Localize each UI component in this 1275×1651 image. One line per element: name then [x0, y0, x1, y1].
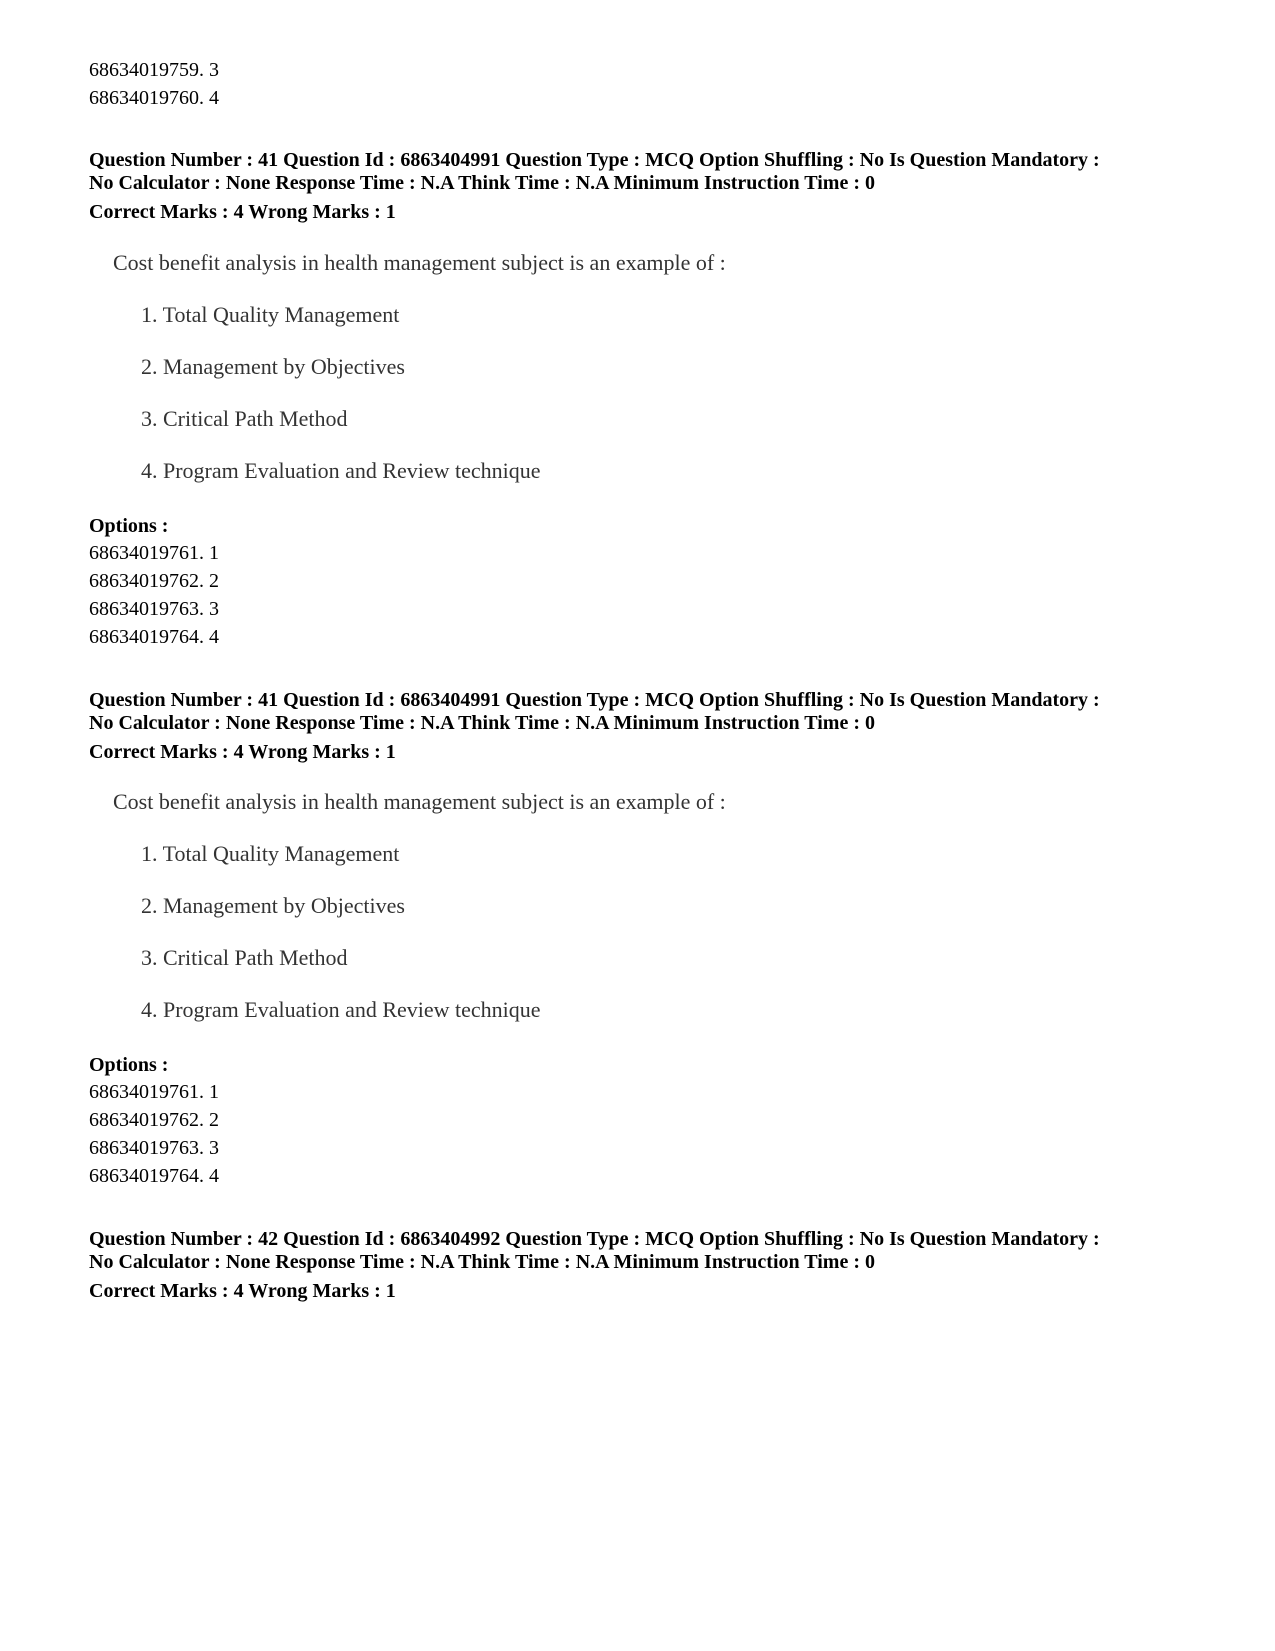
option-line: 68634019761. 1	[89, 542, 219, 564]
option-line: 68634019763. 3	[89, 1137, 219, 1159]
question-stem: Cost benefit analysis in health management subject is an example of :	[113, 789, 726, 814]
question-choice: 2. Management by Objectives	[141, 893, 405, 918]
question-meta-line: Question Number : 41 Question Id : 6863404991 Question Type : MCQ Option Shuffling : No Is Question Mandatory :	[89, 689, 1100, 711]
question-meta-line: Question Number : 42 Question Id : 6863404992 Question Type : MCQ Option Shuffling : No Is Question Mandatory :	[89, 1228, 1100, 1250]
option-line: 68634019760. 4	[89, 87, 219, 109]
options-label: Options :	[89, 1054, 169, 1076]
question-choice: 2. Management by Objectives	[141, 354, 405, 379]
question-meta	[89, 689, 1209, 735]
option-line: 68634019761. 1	[89, 1081, 219, 1103]
question-choice: 4. Program Evaluation and Review technique	[141, 997, 541, 1022]
options-label: Options :	[89, 515, 169, 537]
option-line: 68634019759. 3	[89, 59, 219, 81]
question-choice: 4. Program Evaluation and Review technique	[141, 458, 541, 483]
option-line: 68634019764. 4	[89, 626, 219, 648]
question-meta	[89, 1228, 1209, 1274]
question-choice: 1. Total Quality Management	[141, 841, 400, 866]
option-line: 68634019763. 3	[89, 598, 219, 620]
question-marks: Correct Marks : 4 Wrong Marks : 1	[89, 741, 396, 763]
question-meta-line: No Calculator : None Response Time : N.A Think Time : N.A Minimum Instruction Time : 0	[89, 172, 875, 194]
option-line: 68634019762. 2	[89, 570, 219, 592]
question-choice: 3. Critical Path Method	[141, 406, 348, 431]
question-meta-line: Question Number : 41 Question Id : 6863404991 Question Type : MCQ Option Shuffling : No Is Question Mandatory :	[89, 149, 1100, 171]
question-meta-line: No Calculator : None Response Time : N.A Think Time : N.A Minimum Instruction Time : 0	[89, 1251, 875, 1273]
option-line: 68634019762. 2	[89, 1109, 219, 1131]
question-choice: 3. Critical Path Method	[141, 945, 348, 970]
question-choice: 1. Total Quality Management	[141, 302, 400, 327]
question-meta	[89, 149, 1209, 195]
option-line: 68634019764. 4	[89, 1165, 219, 1187]
question-meta-line: No Calculator : None Response Time : N.A Think Time : N.A Minimum Instruction Time : 0	[89, 712, 875, 734]
question-marks: Correct Marks : 4 Wrong Marks : 1	[89, 1280, 396, 1302]
question-stem: Cost benefit analysis in health management subject is an example of :	[113, 250, 726, 275]
question-marks: Correct Marks : 4 Wrong Marks : 1	[89, 201, 396, 223]
